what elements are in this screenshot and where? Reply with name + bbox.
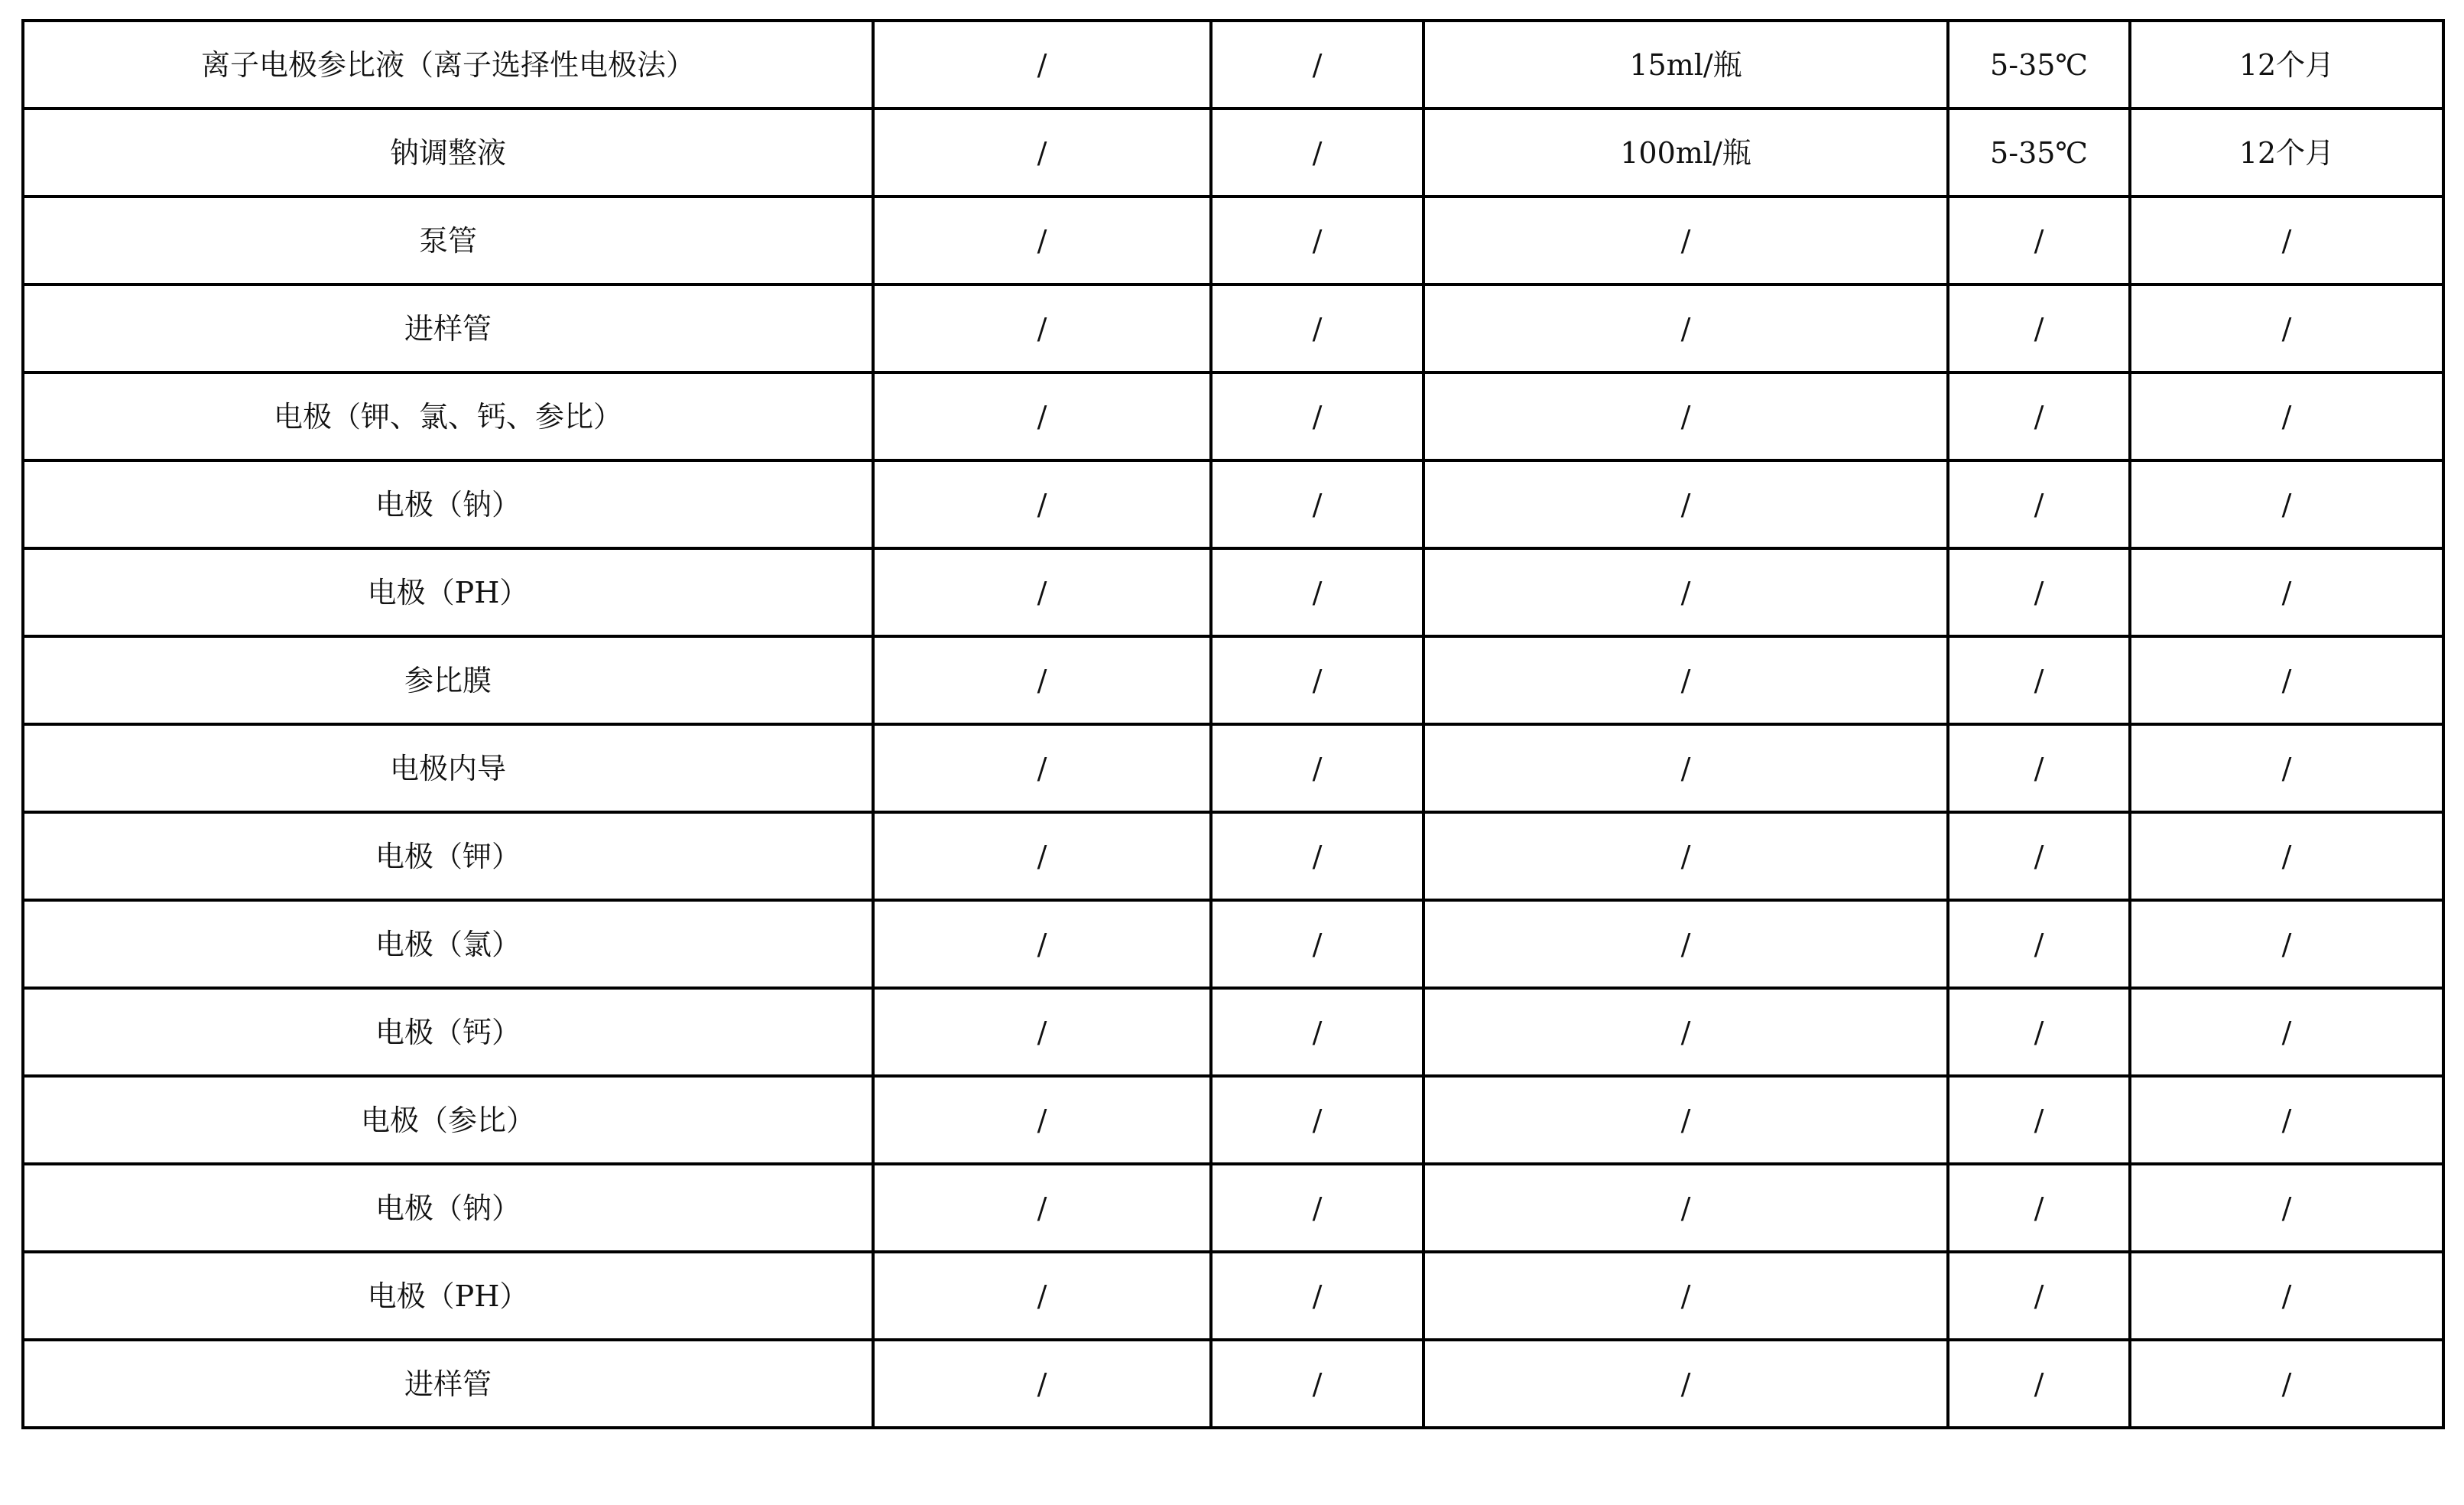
col2-cell: /: [873, 548, 1211, 636]
spec-cell: /: [1424, 548, 1948, 636]
table-row: [23, 284, 2443, 372]
spec-cell: /: [1424, 988, 1948, 1076]
shelf-life-cell: /: [2130, 372, 2443, 460]
col2-cell: /: [873, 1076, 1211, 1164]
table-row: [23, 197, 2443, 284]
spec-cell: 15ml/瓶: [1424, 21, 1948, 109]
item-name-cell: 电极（参比）: [23, 1076, 873, 1164]
spec-cell: /: [1424, 1164, 1948, 1252]
col3-cell: /: [1211, 988, 1424, 1076]
col2-cell: /: [873, 1164, 1211, 1252]
shelf-life-cell: /: [2130, 812, 2443, 900]
col3-cell: /: [1211, 109, 1424, 197]
spec-cell: /: [1424, 636, 1948, 724]
shelf-life-cell: /: [2130, 548, 2443, 636]
item-name-cell: 进样管: [23, 284, 873, 372]
spec-cell: /: [1424, 284, 1948, 372]
shelf-life-cell: /: [2130, 636, 2443, 724]
table-row: [23, 548, 2443, 636]
col2-cell: /: [873, 724, 1211, 812]
col3-cell: /: [1211, 21, 1424, 109]
col2-cell: /: [873, 284, 1211, 372]
col2-cell: /: [873, 21, 1211, 109]
item-name-cell: 参比膜: [23, 636, 873, 724]
col2-cell: /: [873, 460, 1211, 548]
shelf-life-cell: /: [2130, 1076, 2443, 1164]
col3-cell: /: [1211, 197, 1424, 284]
spec-cell: /: [1424, 460, 1948, 548]
item-name-cell: 电极（钾、氯、钙、参比）: [23, 372, 873, 460]
table-row: [23, 724, 2443, 812]
shelf-life-cell: 12个月: [2130, 21, 2443, 109]
col3-cell: /: [1211, 1340, 1424, 1428]
spec-cell: /: [1424, 1076, 1948, 1164]
table-row: [23, 812, 2443, 900]
storage-temp-cell: /: [1948, 812, 2130, 900]
storage-temp-cell: /: [1948, 724, 2130, 812]
storage-temp-cell: /: [1948, 900, 2130, 988]
document-page: [21, 19, 2442, 1429]
table-row: [23, 636, 2443, 724]
shelf-life-cell: /: [2130, 900, 2443, 988]
item-name-cell: 离子电极参比液（离子选择性电极法）: [23, 21, 873, 109]
item-name-cell: 电极（PH）: [23, 1252, 873, 1340]
col3-cell: /: [1211, 1076, 1424, 1164]
col2-cell: /: [873, 372, 1211, 460]
col3-cell: /: [1211, 636, 1424, 724]
shelf-life-cell: /: [2130, 460, 2443, 548]
table-row: [23, 372, 2443, 460]
shelf-life-cell: /: [2130, 1340, 2443, 1428]
shelf-life-cell: 12个月: [2130, 109, 2443, 197]
col3-cell: /: [1211, 460, 1424, 548]
storage-temp-cell: /: [1948, 1164, 2130, 1252]
storage-temp-cell: /: [1948, 372, 2130, 460]
item-name-cell: 电极（钠）: [23, 1164, 873, 1252]
col3-cell: /: [1211, 284, 1424, 372]
shelf-life-cell: /: [2130, 197, 2443, 284]
table-row: [23, 460, 2443, 548]
item-name-cell: 泵管: [23, 197, 873, 284]
storage-temp-cell: 5-35℃: [1948, 109, 2130, 197]
table-row: [23, 988, 2443, 1076]
shelf-life-cell: /: [2130, 988, 2443, 1076]
item-name-cell: 电极（钾）: [23, 812, 873, 900]
table-row: [23, 900, 2443, 988]
col3-cell: /: [1211, 812, 1424, 900]
table-row: [23, 1252, 2443, 1340]
shelf-life-cell: /: [2130, 284, 2443, 372]
col2-cell: /: [873, 812, 1211, 900]
spec-cell: /: [1424, 900, 1948, 988]
col2-cell: /: [873, 197, 1211, 284]
shelf-life-cell: /: [2130, 1252, 2443, 1340]
item-name-cell: 电极（钠）: [23, 460, 873, 548]
table-row: [23, 1076, 2443, 1164]
shelf-life-cell: /: [2130, 1164, 2443, 1252]
col2-cell: /: [873, 988, 1211, 1076]
storage-temp-cell: /: [1948, 460, 2130, 548]
spec-cell: /: [1424, 1340, 1948, 1428]
table-row: [23, 1340, 2443, 1428]
storage-temp-cell: /: [1948, 284, 2130, 372]
reagent-table: [21, 19, 2445, 1429]
storage-temp-cell: /: [1948, 1340, 2130, 1428]
spec-cell: /: [1424, 812, 1948, 900]
col2-cell: /: [873, 636, 1211, 724]
spec-cell: 100ml/瓶: [1424, 109, 1948, 197]
col3-cell: /: [1211, 372, 1424, 460]
col2-cell: /: [873, 1252, 1211, 1340]
table-row: [23, 109, 2443, 197]
col3-cell: /: [1211, 724, 1424, 812]
col3-cell: /: [1211, 1252, 1424, 1340]
col3-cell: /: [1211, 1164, 1424, 1252]
spec-cell: /: [1424, 197, 1948, 284]
storage-temp-cell: 5-35℃: [1948, 21, 2130, 109]
col3-cell: /: [1211, 900, 1424, 988]
spec-cell: /: [1424, 1252, 1948, 1340]
item-name-cell: 电极内导: [23, 724, 873, 812]
storage-temp-cell: /: [1948, 1252, 2130, 1340]
col2-cell: /: [873, 1340, 1211, 1428]
storage-temp-cell: /: [1948, 548, 2130, 636]
storage-temp-cell: /: [1948, 1076, 2130, 1164]
table-row: [23, 1164, 2443, 1252]
storage-temp-cell: /: [1948, 636, 2130, 724]
item-name-cell: 电极（PH）: [23, 548, 873, 636]
storage-temp-cell: /: [1948, 988, 2130, 1076]
col2-cell: /: [873, 109, 1211, 197]
shelf-life-cell: /: [2130, 724, 2443, 812]
table-row: [23, 21, 2443, 109]
spec-cell: /: [1424, 724, 1948, 812]
col2-cell: /: [873, 900, 1211, 988]
item-name-cell: 钠调整液: [23, 109, 873, 197]
col3-cell: /: [1211, 548, 1424, 636]
storage-temp-cell: /: [1948, 197, 2130, 284]
item-name-cell: 进样管: [23, 1340, 873, 1428]
item-name-cell: 电极（氯）: [23, 900, 873, 988]
item-name-cell: 电极（钙）: [23, 988, 873, 1076]
spec-cell: /: [1424, 372, 1948, 460]
table-body: [23, 21, 2443, 1428]
